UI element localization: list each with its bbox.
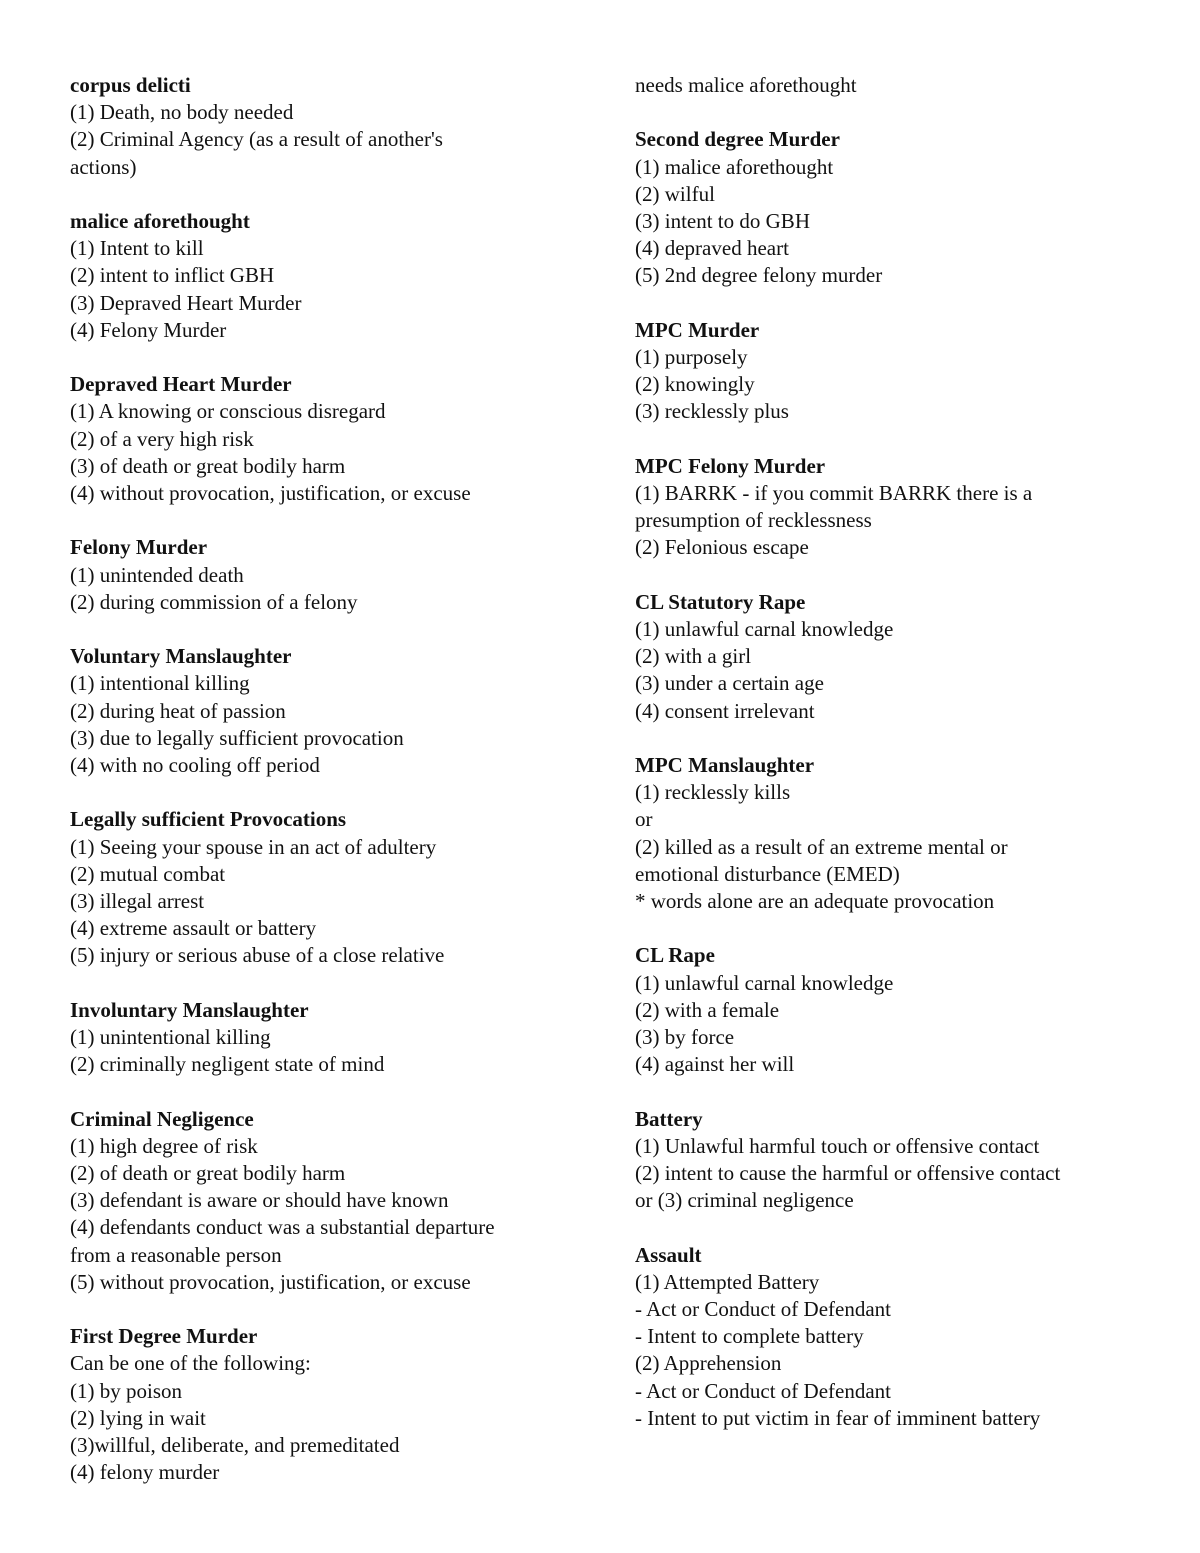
list-item: (2) with a girl [635, 644, 752, 669]
list-item: actions) [70, 154, 137, 179]
list-item: (1) recklessly kills [635, 780, 791, 805]
list-item: (2) mutual combat [70, 861, 226, 886]
section-title: Involuntary Manslaughter [70, 997, 309, 1022]
list-item: needs malice aforethought [635, 73, 857, 97]
list-item: (2) Criminal Agency (as a result of another's [70, 127, 443, 152]
section-malice-aforethought [70, 208, 570, 344]
section-title: MPC Manslaughter [635, 753, 815, 777]
list-item: - Act or Conduct of Defendant [635, 1297, 892, 1322]
list-item: (1) A knowing or conscious disregard [70, 399, 386, 424]
section-depraved-heart-murder [70, 371, 570, 507]
list-item: (4) extreme assault or battery [70, 916, 317, 941]
section-title: Criminal Negligence [70, 1106, 254, 1131]
section-assault [635, 1242, 1135, 1432]
list-item: - Intent to put victim in fear of imminent battery [635, 1405, 1041, 1430]
section-mpc-murder [635, 317, 1135, 426]
section-title: malice aforethought [70, 209, 250, 233]
list-item: (1) malice aforethought [635, 154, 834, 179]
list-item: (4) against her will [635, 1052, 795, 1077]
list-item: (2) intent to cause the harmful or offensive contact [635, 1161, 1061, 1186]
list-item: (1) Seeing your spouse in an act of adultery [70, 834, 437, 859]
list-item: (4) with no cooling off period [70, 753, 320, 778]
list-item: (2) with a female [635, 997, 780, 1022]
section-title: MPC Felony Murder [635, 453, 826, 478]
list-item: (5) 2nd degree felony murder [635, 263, 883, 288]
list-item: (1) high degree of risk [70, 1133, 258, 1158]
list-item: (1) unlawful carnal knowledge [635, 617, 894, 641]
section-corpus-delicti [70, 72, 570, 181]
section-title: Legally sufficient Provocations [70, 807, 347, 832]
list-item: from a reasonable person [70, 1242, 282, 1267]
list-item: (1) Attempted Battery [635, 1269, 820, 1294]
list-item: (3) recklessly plus [635, 399, 789, 424]
section-title: Second degree Murder [635, 127, 840, 152]
list-item: (2) killed as a result of an extreme mental or [635, 834, 1008, 859]
list-item: (2) wilful [635, 181, 715, 206]
section-legally-sufficient-provocations [70, 806, 570, 969]
section-cl-statutory-rape [635, 589, 1135, 725]
list-item: (3) of death or great bodily harm [70, 453, 346, 478]
list-item: (3) intent to do GBH [635, 209, 810, 233]
list-item: (3) Depraved Heart Murder [70, 290, 302, 315]
list-item: (2) of a very high risk [70, 426, 254, 451]
left-column [70, 72, 570, 1514]
list-item: (4) defendants conduct was a substantial departure [70, 1215, 495, 1240]
section-involuntary-manslaughter [70, 997, 570, 1079]
list-item: (2) during commission of a felony [70, 589, 358, 614]
section-first-degree-murder [70, 1323, 570, 1486]
section-title: MPC Murder [635, 317, 760, 342]
list-item: (4) without provocation, justification, or excuse [70, 481, 471, 506]
list-item: (1) intentional killing [70, 671, 250, 696]
section-title: CL Statutory Rape [635, 589, 806, 614]
list-item: (4) Felony Murder [70, 317, 227, 342]
list-item: - Act or Conduct of Defendant [635, 1378, 892, 1403]
list-item: - Intent to complete battery [635, 1324, 864, 1349]
list-item: (5) without provocation, justification, or excuse [70, 1269, 471, 1294]
list-item: or [635, 807, 653, 832]
section-battery [635, 1106, 1135, 1215]
list-item: (1) unlawful carnal knowledge [635, 970, 894, 995]
list-item: (4) depraved heart [635, 236, 789, 261]
section-cl-rape [635, 942, 1135, 1078]
list-item: (2) Felonious escape [635, 535, 809, 560]
list-item: (3) illegal arrest [70, 889, 205, 914]
section-title: Assault [635, 1242, 702, 1267]
section-carryover [635, 72, 1135, 99]
right-column [635, 72, 1135, 1459]
list-item: (3) due to legally sufficient provocation [70, 725, 404, 750]
section-mpc-felony-murder [635, 453, 1135, 562]
list-item: (3) under a certain age [635, 671, 824, 696]
list-item: (3) defendant is aware or should have known [70, 1188, 449, 1213]
list-item: (2) intent to inflict GBH [70, 263, 275, 288]
list-item: presumption of recklessness [635, 508, 872, 533]
list-item: (1) purposely [635, 345, 748, 369]
list-item: (4) consent irrelevant [635, 698, 815, 723]
section-second-degree-murder [635, 126, 1135, 289]
list-item: (2) Apprehension [635, 1351, 782, 1376]
list-item: (3) by force [635, 1025, 735, 1050]
list-item: (3)willful, deliberate, and premeditated [70, 1433, 400, 1458]
list-item: (2) criminally negligent state of mind [70, 1052, 385, 1077]
list-item: (4) felony murder [70, 1460, 220, 1485]
list-item: (1) Death, no body needed [70, 100, 294, 125]
list-item: * words alone are an adequate provocation [635, 889, 995, 914]
section-title: Voluntary Manslaughter [70, 644, 292, 669]
section-title: Depraved Heart Murder [70, 372, 292, 397]
section-criminal-negligence [70, 1106, 570, 1296]
list-item: (2) of death or great bodily harm [70, 1161, 346, 1186]
section-title: First Degree Murder [70, 1324, 258, 1349]
section-title: corpus delicti [70, 73, 191, 97]
list-item: (5) injury or serious abuse of a close relative [70, 943, 445, 968]
section-title: CL Rape [635, 943, 715, 968]
list-item: (1) by poison [70, 1378, 182, 1403]
section-title: Felony Murder [70, 535, 208, 560]
list-item: (1) unintentional killing [70, 1025, 271, 1050]
section-mpc-manslaughter [635, 752, 1135, 915]
list-item: Can be one of the following: [70, 1351, 311, 1376]
list-item: (2) knowingly [635, 372, 755, 397]
list-item: (2) lying in wait [70, 1405, 206, 1430]
list-item: (1) BARRK - if you commit BARRK there is a [635, 481, 1033, 505]
section-felony-murder [70, 534, 570, 616]
section-voluntary-manslaughter [70, 643, 570, 779]
section-title: Battery [635, 1106, 703, 1131]
list-item: (1) Unlawful harmful touch or offensive contact [635, 1133, 1040, 1158]
list-item: (1) unintended death [70, 562, 244, 587]
list-item: (2) during heat of passion [70, 698, 286, 723]
list-item: emotional disturbance (EMED) [635, 861, 900, 886]
list-item: or (3) criminal negligence [635, 1188, 854, 1213]
list-item: (1) Intent to kill [70, 236, 204, 261]
